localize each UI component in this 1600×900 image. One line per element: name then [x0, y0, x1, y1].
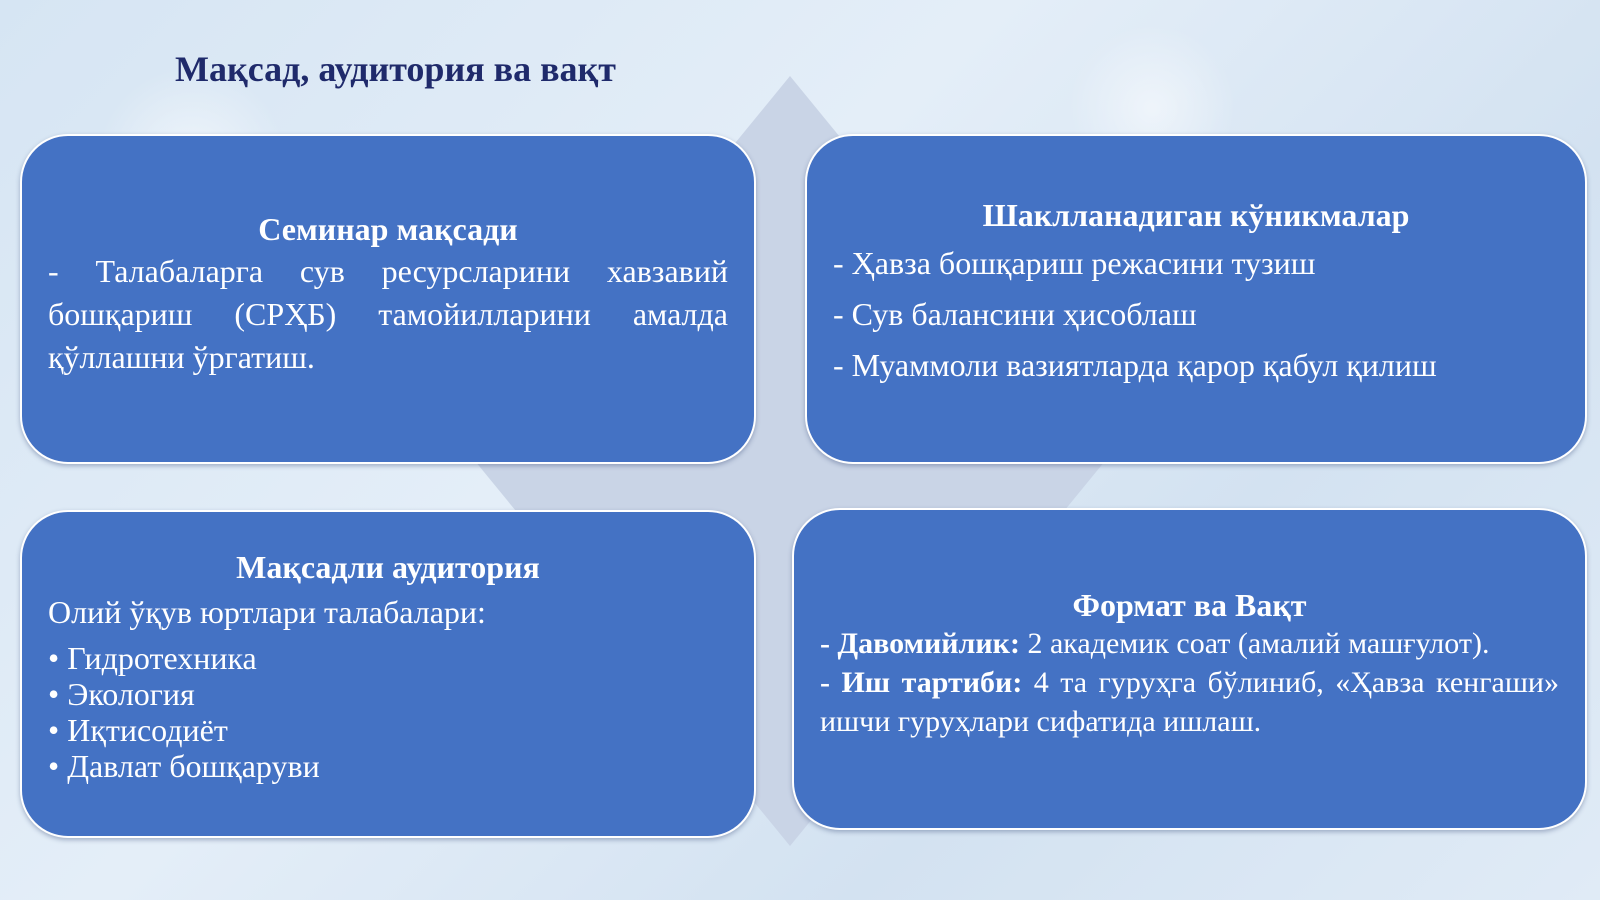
audience-list [48, 640, 728, 784]
format-duration [820, 624, 1559, 663]
format-box [792, 508, 1587, 830]
format-title: Формат ва Вақт [1072, 587, 1307, 623]
list-item: • Давлат бошқаруви [48, 748, 320, 784]
order-text: 4 та гуруҳга бўлиниб, «Ҳавза кенгаши» ишчи гуруҳлари сифатида ишлаш. [820, 666, 1559, 738]
audience-box [20, 510, 756, 838]
skills-box [805, 134, 1587, 464]
duration-text: 2 академик соат (амалий машғулот). [1019, 627, 1490, 660]
order-label: - Иш тартиби: [820, 666, 1023, 699]
seminar-goal-box [20, 134, 756, 464]
seminar-goal-title: Семинар мақсади [258, 211, 518, 247]
duration-label: - Давомийлик: [820, 627, 1020, 660]
audience-title: Мақсадли аудитория [236, 549, 540, 585]
audience-intro: Олий ўқув юртлари талабалари: [48, 594, 486, 630]
list-item: - Муаммоли вазиятларда қарор қабул қилиш [833, 347, 1437, 383]
list-item: - Сув балансини ҳисоблаш [833, 296, 1197, 332]
list-item: • Гидротехника [48, 640, 257, 676]
list-item: • Экология [48, 676, 195, 712]
list-item: - Ҳавза бошқариш режасини тузиш [833, 245, 1316, 281]
slide-title: Мақсад, аудитория ва вақт [175, 49, 616, 89]
seminar-goal-text: - Талабаларга сув ресурсларини хавзавий бошқариш (СРҲБ) тамойилларини амалда қўллашни ўргатиш. [48, 253, 728, 375]
format-order [820, 663, 1559, 741]
skills-title: Шаклланадиган кўникмалар [982, 197, 1410, 233]
skills-list [833, 238, 1559, 391]
list-item: • Иқтисодиёт [48, 712, 228, 748]
